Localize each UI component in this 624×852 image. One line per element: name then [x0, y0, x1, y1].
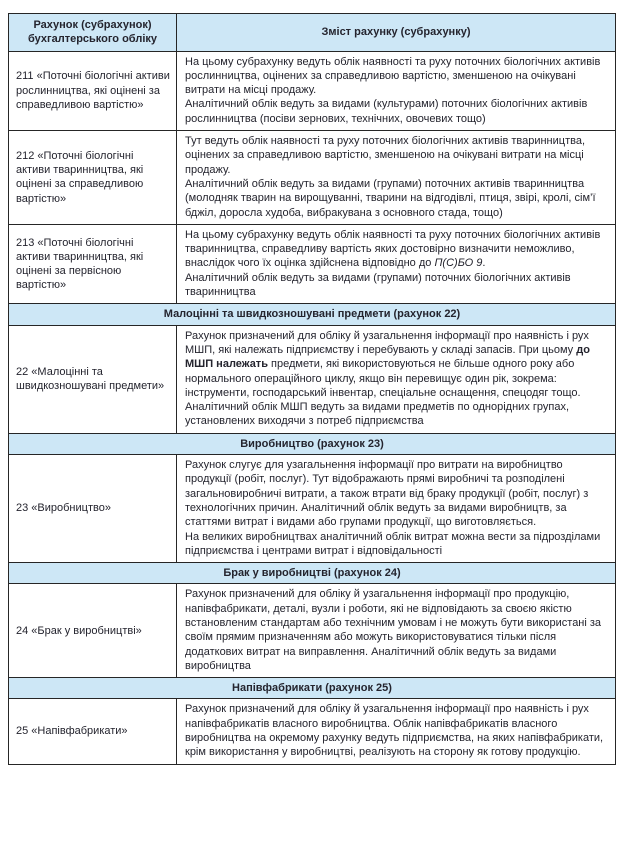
account-description — [177, 224, 616, 303]
description-paragraph: На цьому субрахунку ведуть облік наявності та руху поточних біологічних активів рослинництва, оцінених за справедливою вартістю, зменшеною на очікувані витрати на місці продажу. — [185, 55, 601, 97]
account-description — [177, 325, 616, 433]
description-paragraph: На великих виробництвах аналітичний облік витрат можна вести за підрозділами підприємства і центрами витрат і відповідальності — [185, 530, 601, 557]
table-row — [9, 131, 616, 225]
account-description — [177, 455, 616, 563]
table-header-row — [9, 14, 616, 52]
description-paragraph: Рахунок призначений для обліку й узагальнення інформації про наявність і рух напівфабрикатів власного виробництва. Облік напівфабрикатів власного виробництва на окремому рахунку ведуть підприємства, на яких напівфабрикати, крім використання у виробництві, реалізують на сторону як готову продукцію. — [185, 703, 604, 759]
table-body — [9, 51, 616, 764]
account-label: 22 «Малоцінні та швидкозношувані предмети» — [9, 325, 177, 433]
table-row — [9, 455, 616, 563]
description-paragraph: Аналітичний облік ведуть за видами (групами) поточних біологічних активів тваринництва — [185, 271, 571, 299]
account-label: 23 «Виробництво» — [9, 455, 177, 563]
section-row — [9, 304, 616, 325]
table-row — [9, 584, 616, 678]
header-account-column: Рахунок (субрахунок) бухгалтерського обліку — [9, 14, 177, 52]
account-description — [177, 51, 616, 130]
section-title: Брак у виробництві (рахунок 24) — [9, 563, 616, 584]
section-row — [9, 563, 616, 584]
header-content-column: Зміст рахунку (субрахунку) — [177, 14, 616, 52]
description-paragraph: Рахунок слугує для узагальнення інформації про витрати на виробництво продукції (робіт, послуг). Тут відображають прямі виробничі та розподілені загальновиробничі витрати, а також втрати від браку продукції (робіт, послуг) з технологічних причин. Аналітичний облік ведуть за видами виробництв, за статтями витрат і видами або групами продукції, що виготовляється. — [185, 459, 589, 529]
description-paragraph: Тут ведуть облік наявності та руху поточних біологічних активів тваринництва, оцінених за справедливою вартістю, зменшеною на очікувані витрати на місці продажу. — [185, 135, 586, 176]
table-row — [9, 224, 616, 303]
account-label: 212 «Поточні біологічні активи тваринництва, які оцінені за справедливою вартістю» — [9, 131, 177, 225]
account-label: 25 «Напівфабрикати» — [9, 699, 177, 764]
account-label: 211 «Поточні біологічні активи рослинництва, які оцінені за справедливою вартістю» — [9, 51, 177, 130]
section-title: Виробництво (рахунок 23) — [9, 433, 616, 454]
section-title: Напівфабрикати (рахунок 25) — [9, 678, 616, 699]
account-description — [177, 131, 616, 225]
description-paragraph: Рахунок призначений для обліку й узагальнення інформації про наявність і рух МШП, які належать підприємству і перебувають у складі запасів. При цьому до МШП належать предмети, які використовуються не більше одного року або нормального операційного циклу, якщо він перевищує один рік, зокрема: інструменти, господарський інвентар, спеціальне оснащення, спецодяг тощо. — [185, 329, 590, 399]
section-row — [9, 433, 616, 454]
description-paragraph: Аналітичний облік ведуть за видами (групами) поточних активів тваринництва (молодняк тварин на вирощуванні, тварини на відгодівлі, птиця, звірі, кролі, сім’ї бджіл, доросла худоба, вибракувана з основного стада, тощо) — [185, 177, 596, 219]
description-paragraph: Аналітичний облік МШП ведуть за видами предметів по однорідних групах, установлених виходячи з потреб підприємства — [185, 401, 570, 428]
accounts-table — [8, 13, 616, 765]
section-row — [9, 678, 616, 699]
account-description — [177, 699, 616, 764]
account-label: 213 «Поточні біологічні активи тваринництва, які оцінені за первісною вартістю» — [9, 224, 177, 303]
account-description — [177, 584, 616, 678]
table-row — [9, 325, 616, 433]
section-title: Малоцінні та швидкозношувані предмети (рахунок 22) — [9, 304, 616, 325]
description-paragraph: Рахунок призначений для обліку й узагальнення інформації про продукцію, напівфабрикати, деталі, вузли і роботи, які не відповідають за своєю якістю встановленим стандартам або технічним умовам і не можуть бути використані за своїм прямим призначенням або можуть використовуватися тільки після додаткових витрат на виправлення. Аналітичний облік ведуть за видами виробництва — [185, 588, 602, 672]
description-paragraph: На цьому субрахунку ведуть облік наявності та руху поточних біологічних активів тваринництва, справедливу вартість яких достовірно визначити неможливо, внаслідок чого їх оцінка здійснена відповідно до П(С)БО 9. — [185, 228, 601, 270]
table-row — [9, 699, 616, 764]
description-paragraph: Аналітичний облік ведуть за видами (культурами) поточних біологічних активів рослинництва (посіви зернових, технічних, овочевих тощо) — [185, 98, 588, 125]
table-row — [9, 51, 616, 130]
account-label: 24 «Брак у виробництві» — [9, 584, 177, 678]
